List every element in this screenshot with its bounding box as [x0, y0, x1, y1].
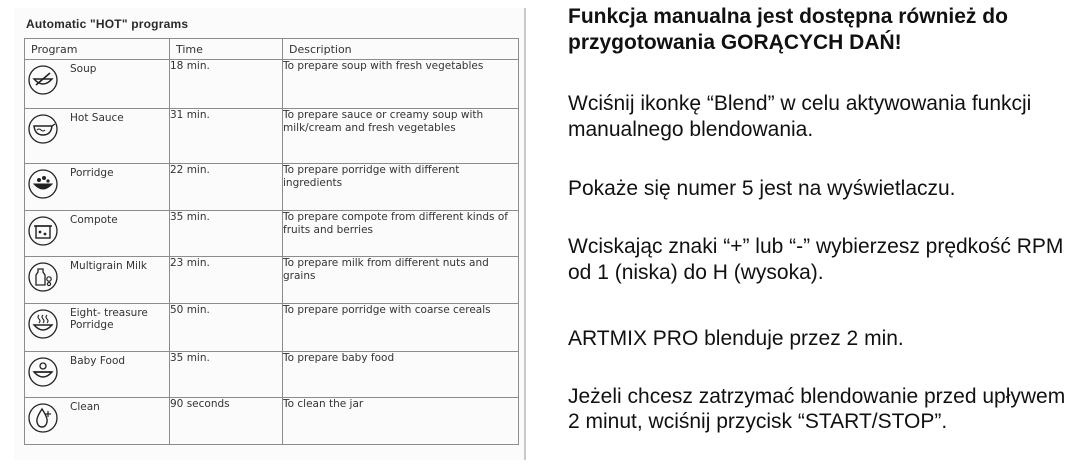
header-description: Description: [283, 39, 519, 60]
header-time: Time: [170, 39, 283, 60]
program-time: 23 min.: [170, 257, 283, 304]
compote-pot-icon: [28, 216, 58, 246]
program-description: To prepare soup with fresh vegetables: [283, 60, 519, 109]
soup-bowl-icon: [28, 65, 58, 95]
program-name: Soup: [70, 63, 97, 75]
programs-table: [24, 38, 519, 445]
table-title: Automatic "HOT" programs: [26, 17, 189, 31]
program-time: 90 seconds: [170, 398, 283, 445]
program-description: To prepare porridge with different ingredients: [283, 164, 519, 211]
instruction-stop: Jeżeli chcesz zatrzymać blendowanie przed upływem 2 minut, wciśnij przycisk “START/STOP”.: [568, 385, 1066, 433]
porridge-bowl-icon: [28, 169, 58, 199]
instruction-blend: Wciśnij ikonkę “Blend” w celu aktywowania funkcji manualnego blendowania.: [568, 92, 1032, 141]
programs-card: [14, 8, 526, 460]
program-time: 31 min.: [170, 109, 283, 164]
table-row: [25, 257, 519, 304]
program-time: 35 min.: [170, 352, 283, 398]
table-row: [25, 304, 519, 352]
milk-bottle-icon: [28, 262, 58, 292]
program-name: Hot Sauce: [70, 112, 124, 124]
table-row: [25, 60, 519, 109]
instruction-speed: Wciskając znaki “+” lub “-” wybierzesz prędkość RPM od 1 (niska) do H (wysoka).: [568, 235, 1064, 284]
program-name: Porridge: [70, 167, 114, 179]
program-name: Compote: [70, 214, 118, 226]
program-time: 35 min.: [170, 211, 283, 257]
program-name: Multigrain Milk: [70, 260, 147, 272]
header-program: Program: [25, 39, 170, 60]
table-row: [25, 352, 519, 398]
table-row: [25, 398, 519, 445]
sauce-boat-icon: [28, 114, 58, 144]
table-row: [25, 211, 519, 257]
program-time: 22 min.: [170, 164, 283, 211]
table-row: [25, 109, 519, 164]
steaming-bowl-icon: [28, 309, 58, 339]
program-description: To clean the jar: [283, 398, 519, 445]
program-name: Baby Food: [70, 355, 126, 367]
program-time: 18 min.: [170, 60, 283, 109]
program-description: To prepare baby food: [283, 352, 519, 398]
instruction-duration: ARTMIX PRO blenduje przez 2 min.: [568, 327, 904, 350]
program-name: Eight- treasure Porridge: [70, 307, 148, 331]
table-row: [25, 164, 519, 211]
table-header-row: [25, 39, 519, 60]
headline: Funkcja manualna jest dostępna również do przygotowania GORĄCYCH DAŃ!: [568, 5, 1008, 54]
instruction-display: Pokaże się numer 5 jest na wyświetlaczu.: [568, 177, 956, 200]
program-description: To prepare porridge with coarse cereals: [283, 304, 519, 352]
program-time: 50 min.: [170, 304, 283, 352]
program-name: Clean: [70, 401, 100, 413]
program-description: To prepare sauce or creamy soup with milk/cream and fresh vegetables: [283, 109, 519, 164]
baby-bowl-icon: [28, 357, 58, 387]
program-description: To prepare milk from different nuts and grains: [283, 257, 519, 304]
clean-drop-icon: [28, 403, 58, 433]
program-description: To prepare compote from different kinds of fruits and berries: [283, 211, 519, 257]
